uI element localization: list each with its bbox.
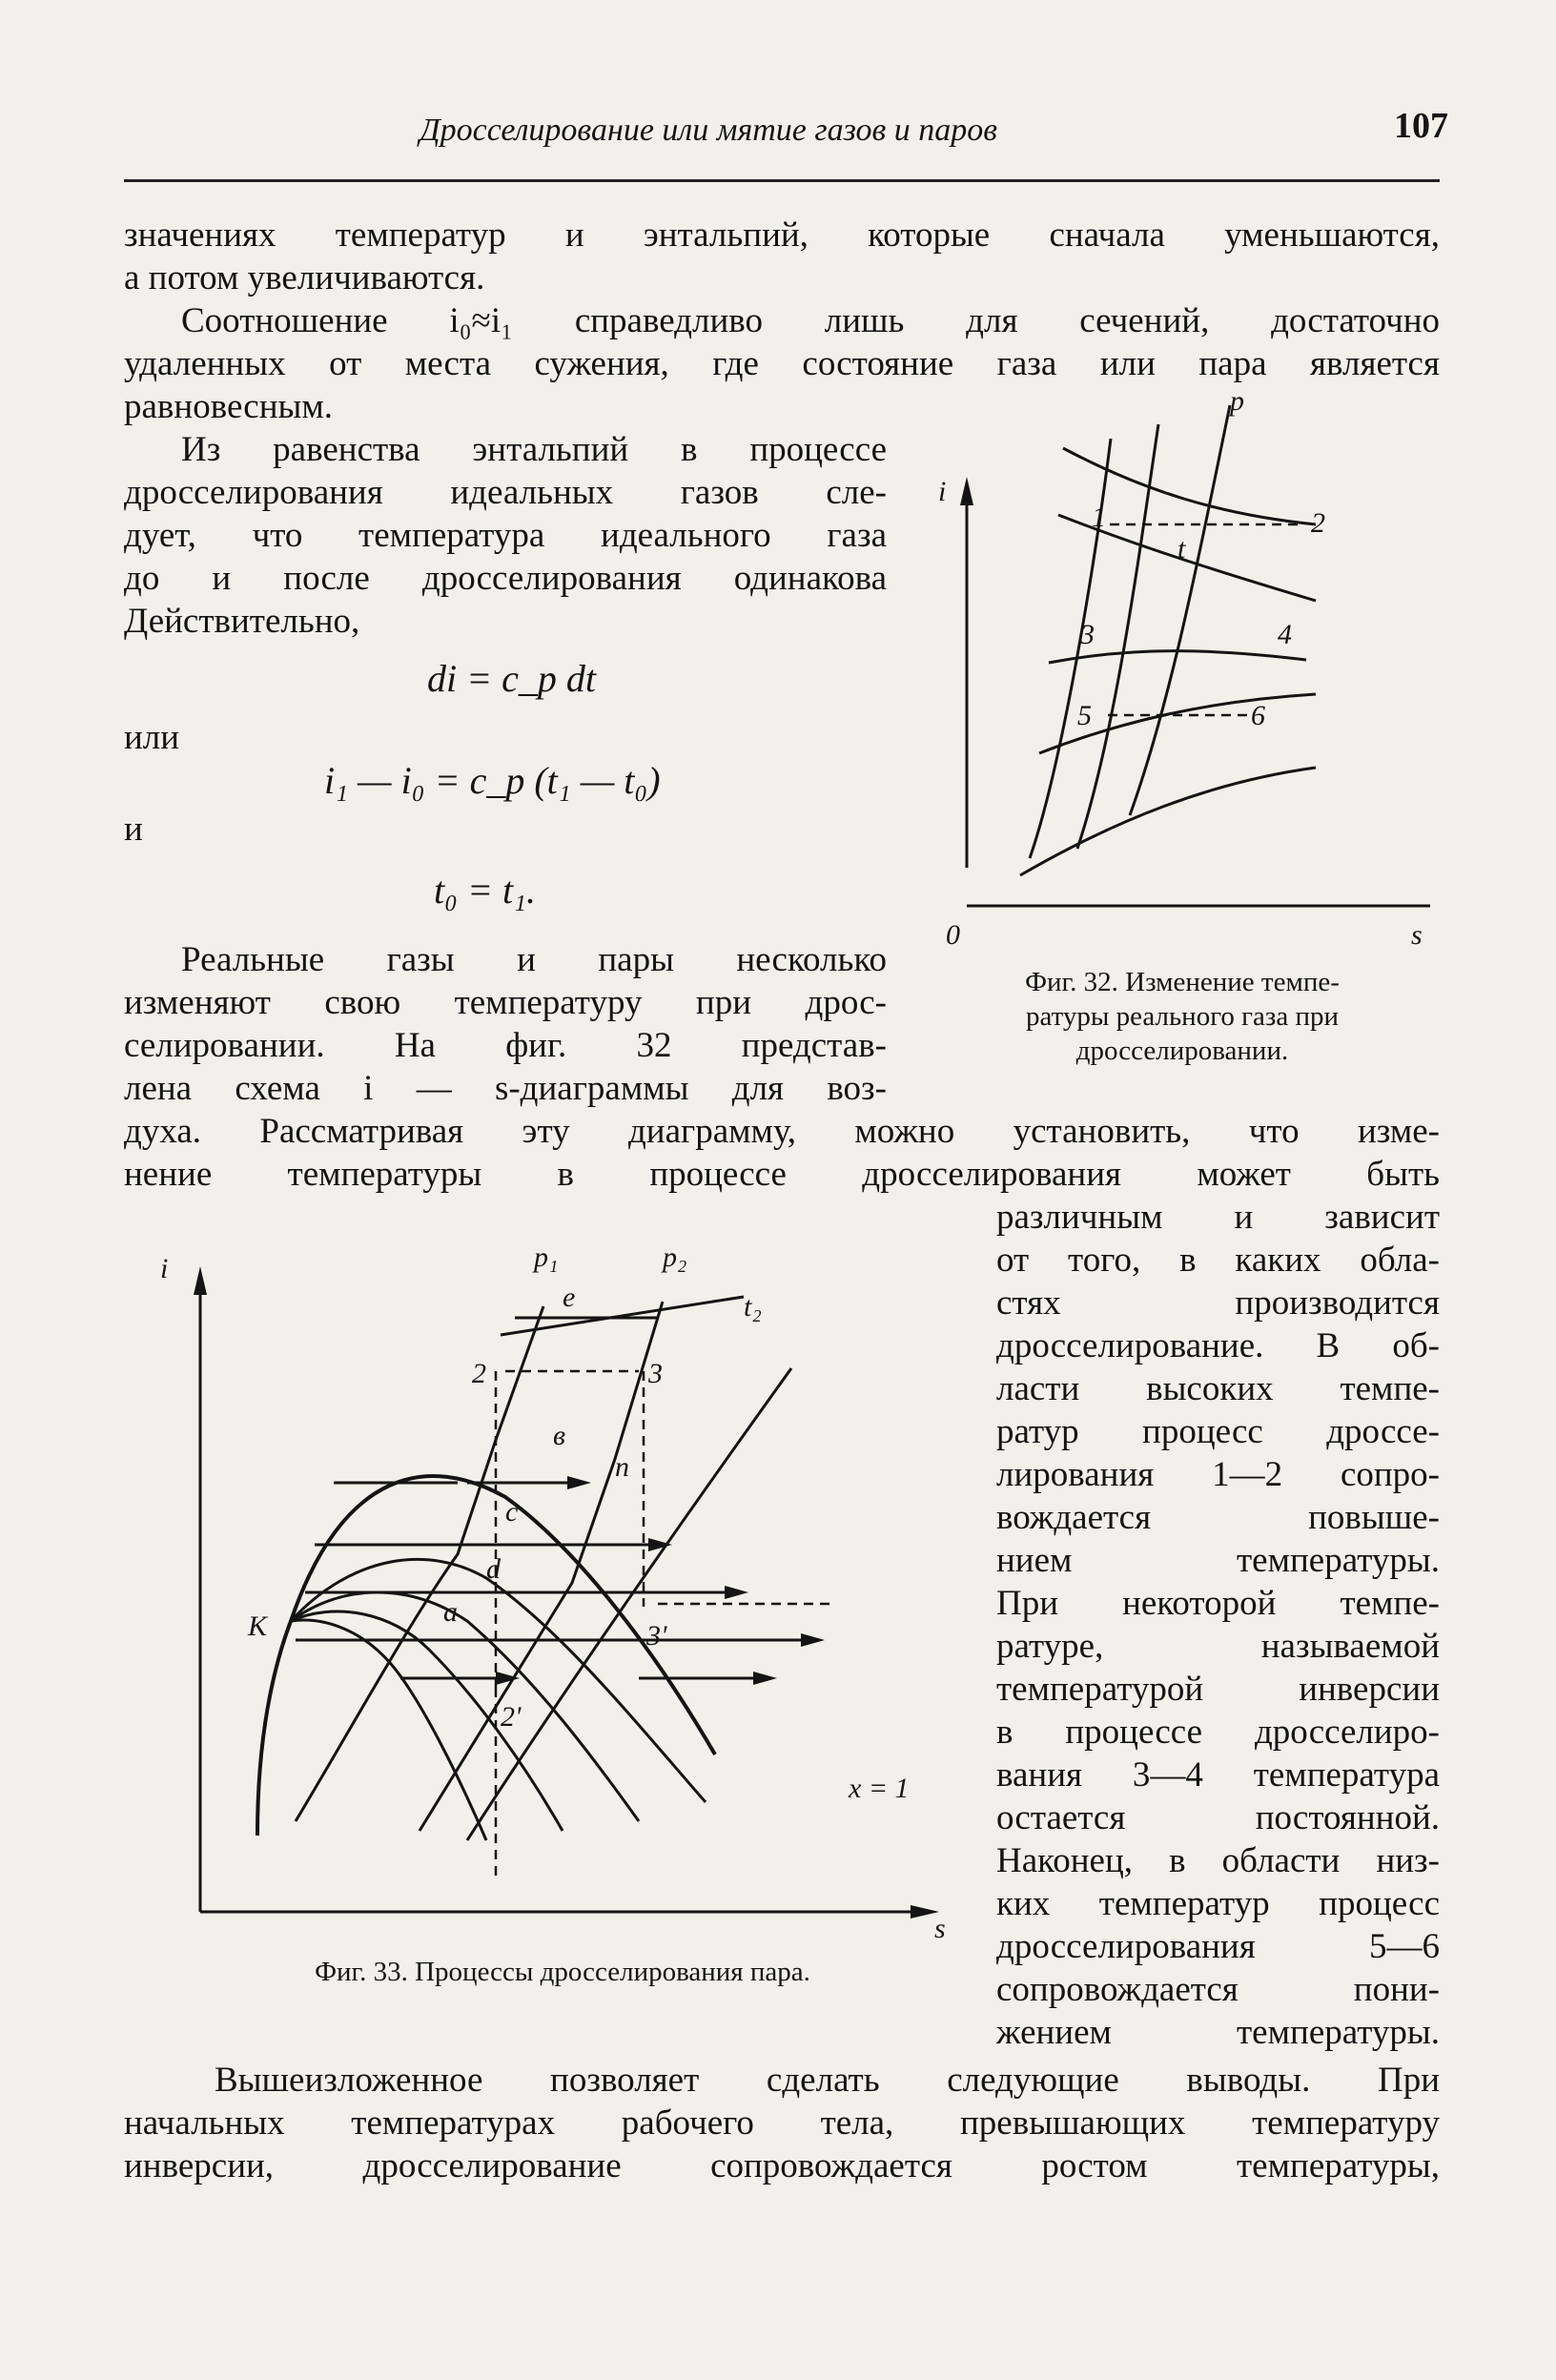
fig33-p2-label: p₂ xyxy=(663,1241,687,1273)
fig33-point-2: 2 xyxy=(472,1358,486,1389)
page-number: 107 xyxy=(1394,106,1448,146)
text-line: начальных температурах рабочего тела, превышающих температуру xyxy=(124,2103,1440,2143)
formula-temp: t₀ = t₁. xyxy=(434,869,537,912)
fig33-constant-line xyxy=(291,1611,563,1831)
text-line: стях производится xyxy=(996,1283,1440,1323)
text-line: значениях температур и энтальпий, которые сначала уменьшаются, xyxy=(124,215,1440,255)
formula-enthalpy: i₁ — i₀ = c_p (t₁ — t₀) xyxy=(324,759,661,802)
fig32-point-3: 3 xyxy=(1080,619,1095,650)
text-line: различным и зависит xyxy=(996,1198,1440,1237)
text-line: селировании. На фиг. 32 представ- xyxy=(124,1026,887,1065)
text-line: дросселирования 5—6 xyxy=(996,1927,1440,1966)
text-line: Из равенства энтальпий в процессе xyxy=(181,430,887,469)
fig33-p1-label: p₁ xyxy=(534,1241,559,1273)
fig32-s-label: s xyxy=(1411,919,1423,951)
text-line: до и после дросселирования одинакова xyxy=(124,559,887,598)
fig33-x1-label: x = 1 xyxy=(849,1773,910,1804)
fig32-t-label: t xyxy=(1177,533,1186,564)
fig33-n-label: n xyxy=(615,1451,629,1483)
fig33-constant-line xyxy=(291,1592,639,1821)
fig32-point-6: 6 xyxy=(1251,700,1265,731)
fig32-point-5: 5 xyxy=(1077,700,1092,731)
fig33-c-label: c xyxy=(505,1496,519,1528)
text-line: Вышеизложенное позволяет сделать следующие выводы. При xyxy=(215,2061,1440,2100)
fig33-point-3: 3 xyxy=(648,1358,663,1389)
fig33-e-label: e xyxy=(563,1282,576,1313)
text-line: изменяют свою температуру при дрос- xyxy=(124,983,887,1022)
text-line: от того, в каких обла- xyxy=(996,1241,1440,1280)
text-line: в процессе дросселиро- xyxy=(996,1713,1440,1752)
fig32-pressure-line xyxy=(1130,405,1230,815)
text-line: лена схема i — s-диаграммы для воз- xyxy=(124,1069,887,1108)
text-line: нение температуры в процессе дросселирования может быть xyxy=(124,1155,1440,1194)
figure-33-diagram xyxy=(143,1211,982,1945)
text-line: Действительно, xyxy=(124,602,360,641)
header-rule xyxy=(124,179,1440,182)
text-line: лирования 1—2 сопро- xyxy=(996,1455,1440,1494)
fig33-b-label: в xyxy=(553,1420,566,1451)
formula-di: di = c_p dt xyxy=(427,657,596,700)
fig33-s-label: s xyxy=(934,1913,946,1944)
text-line: ких температур процесс xyxy=(996,1884,1440,1923)
text-line: сопровождается пони- xyxy=(996,1970,1440,2009)
fig33-isotherm xyxy=(501,1297,744,1335)
text-line: температурой инверсии xyxy=(996,1670,1440,1709)
figure-32-diagram xyxy=(934,381,1449,954)
fig33-t2-label: t₂ xyxy=(744,1291,762,1323)
fig33-saturation-curve xyxy=(257,1476,715,1836)
text-line: дросселирования идеальных газов сле- xyxy=(124,473,887,512)
fig32-p-label: p xyxy=(1230,385,1244,417)
fig32-point-2: 2 xyxy=(1311,507,1325,539)
text-line: ласти высоких темпе- xyxy=(996,1369,1440,1408)
text-line: Наконец, в области низ- xyxy=(996,1841,1440,1880)
text-line: инверсии, дросселирование сопровождается ростом температуры, xyxy=(124,2146,1440,2185)
text-line: Реальные газы и пары несколько xyxy=(181,940,887,979)
word-ili: или xyxy=(124,718,180,757)
fig33-a-label: a xyxy=(443,1596,458,1628)
text-line: удаленных от места сужения, где состояние газа или пара является xyxy=(124,344,1440,383)
fig32-caption-line: ратуры реального газа при xyxy=(1025,1001,1340,1032)
fig33-K-label: K xyxy=(248,1611,268,1642)
fig33-i-label: i xyxy=(160,1253,169,1284)
fig33-point-2prime: 2' xyxy=(501,1701,522,1733)
text-line: ратур процесс дроссе- xyxy=(996,1412,1440,1451)
text-line: духа. Рассматривая эту диаграмму, можно установить, что изме- xyxy=(124,1112,1440,1151)
fig33-constant-line xyxy=(291,1620,486,1840)
running-header: Дросселирование или мятие газов и паров xyxy=(420,113,997,148)
text-line: равновесным. xyxy=(124,387,334,426)
text-line: Соотношение i₀≈i₁ справедливо лишь для сечений, достаточно xyxy=(181,301,1440,340)
text-line: вания 3—4 температура xyxy=(996,1755,1440,1795)
fig32-caption-line: Фиг. 32. Изменение темпе- xyxy=(1025,967,1340,997)
fig33-d-label: d xyxy=(486,1553,501,1585)
fig32-origin-label: 0 xyxy=(946,919,960,951)
text-line: остается постоянной. xyxy=(996,1798,1440,1837)
text-line: При некоторой темпе- xyxy=(996,1584,1440,1623)
text-line: ратуре, называемой xyxy=(996,1627,1440,1666)
fig33-caption: Фиг. 33. Процессы дросселирования пара. xyxy=(315,1957,810,1987)
text-line: дросселирование. В об- xyxy=(996,1326,1440,1365)
fig32-caption-line: дросселировании. xyxy=(1075,1036,1289,1066)
text-line: вождается повыше- xyxy=(996,1498,1440,1537)
text-line: нием температуры. xyxy=(996,1541,1440,1580)
fig32-i-label: i xyxy=(938,476,947,507)
fig32-point-1: 1 xyxy=(1092,502,1106,533)
text-line: а потом увеличиваются. xyxy=(124,258,485,298)
text-line: жением температуры. xyxy=(996,2013,1440,2052)
fig32-isotherm xyxy=(1020,768,1316,875)
text-line: дует, что температура идеального газа xyxy=(124,516,887,555)
fig33-point-3prime: 3' xyxy=(646,1620,667,1652)
fig32-point-4: 4 xyxy=(1278,619,1292,650)
word-i: и xyxy=(124,810,143,849)
